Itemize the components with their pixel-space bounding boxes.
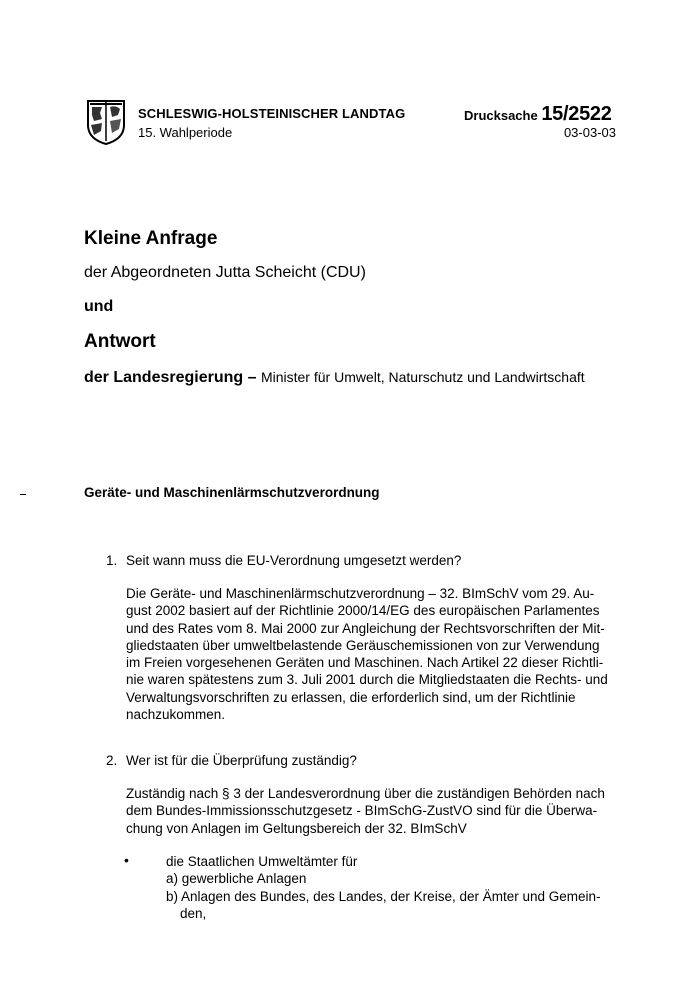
- member-line: der Abgeordneten Jutta Scheicht (CDU): [84, 264, 366, 281]
- list-item: b) Anlagen des Bundes, des Landes, der Kreise, der Ämter und Gemein-: [166, 888, 601, 904]
- margin-mark: [20, 494, 26, 495]
- document-date: 03-03-03: [563, 125, 616, 140]
- answer-line: im Freien vorgesehenen Geräten und Maschinen. Nach Artikel 22 dieser Richtli-: [126, 655, 604, 671]
- crest-icon: [86, 99, 126, 145]
- answer-paragraph: [126, 785, 614, 837]
- answer-line: Verwaltungsvorschriften zu erlassen, die erforderlich sind, um der Richtlinie: [126, 689, 576, 705]
- government-line: [84, 369, 585, 387]
- list-item: a) gewerbliche Anlagen: [166, 871, 307, 887]
- answer-line: nachzukommen.: [126, 707, 226, 723]
- answer-line: chung von Anlagen im Geltungsbereich der 32. BImSchV: [126, 820, 467, 836]
- conjunction: und: [84, 298, 114, 315]
- bullet-list: [166, 853, 601, 922]
- answer-line: gust 2002 basiert auf der Richtlinie 2000/14/EG des europäischen Parlamentes: [126, 603, 600, 619]
- topic-heading: Geräte- und Maschinenlärmschutzverordnung: [84, 485, 380, 500]
- answer-line: Die Geräte- und Maschinenlärmschutzverordnung – 32. BImSchV vom 29. Au-: [126, 586, 595, 601]
- answer-line: dem Bundes-Immissionsschutzgesetz - BImSchG-ZustVO sind für die Überwa-: [126, 803, 598, 819]
- question-text: Wer ist für die Überprüfung zuständig?: [126, 753, 357, 768]
- drucksache-number: 15/2522: [541, 103, 612, 125]
- answer-line: Zuständig nach § 3 der Landesverordnung über die zuständigen Behörden nach: [126, 786, 605, 801]
- government-label: der Landesregierung –: [84, 369, 257, 386]
- bullet-text: die Staatlichen Umweltämter für: [166, 854, 358, 869]
- ministry-name: Minister für Umwelt, Naturschutz und Landwirtschaft: [260, 369, 585, 385]
- answer-line: nie waren spätestens zum 3. Juli 2001 durch die Mitgliedstaaten die Rechts- und: [126, 672, 608, 688]
- question-number: 2.: [106, 753, 118, 768]
- list-item: den,: [180, 905, 207, 921]
- bullet-icon: •: [124, 852, 129, 868]
- question-number: 1.: [106, 553, 118, 568]
- legislative-period: 15. Wahlperiode: [138, 125, 233, 140]
- heading-kleine-anfrage: Kleine Anfrage: [84, 228, 218, 249]
- answer-line: gliedstaaten über umweltbelastende Geräuschemissionen von zur Verwendung: [126, 637, 600, 653]
- drucksache-label: Drucksache: [464, 108, 538, 123]
- parliament-name: SCHLESWIG-HOLSTEINISCHER LANDTAG: [138, 106, 406, 121]
- heading-antwort: Antwort: [84, 331, 156, 352]
- answer-line: und des Rates vom 8. Mai 2000 zur Angleichung der Rechtsvorschriften der Mit-: [126, 620, 605, 636]
- answer-paragraph: [126, 585, 614, 723]
- document-number: [464, 103, 612, 126]
- question-text: Seit wann muss die EU-Verordnung umgesetzt werden?: [126, 553, 462, 568]
